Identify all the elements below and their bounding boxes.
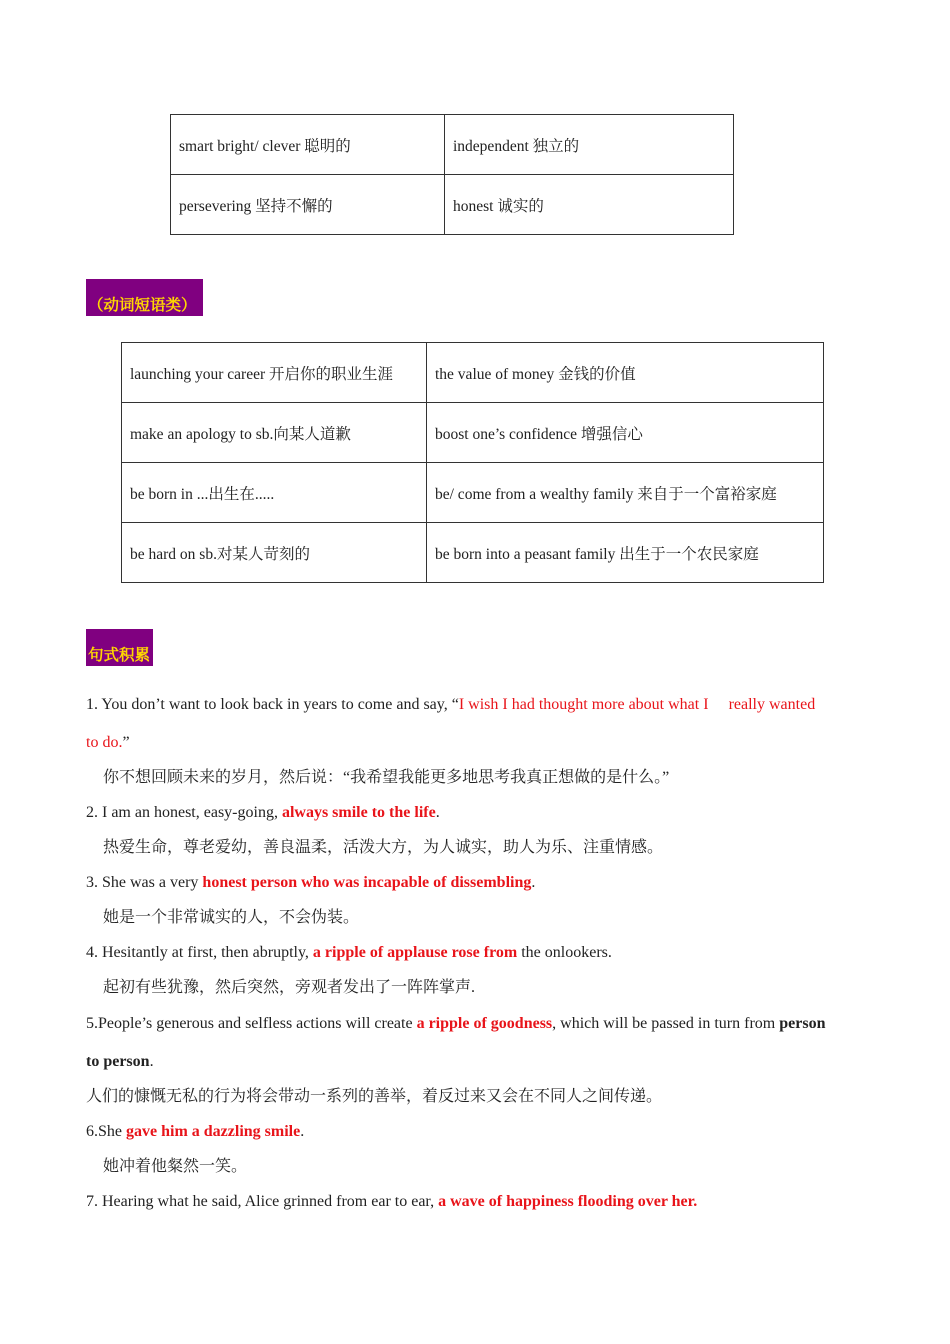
table-row [122, 343, 824, 403]
sentence-5-cont: to person. [86, 1053, 154, 1070]
table-cell: be/ come from a wealthy family 来自于一个富裕家庭 [427, 463, 824, 523]
table-cell: independent 独立的 [445, 115, 734, 175]
table-cell: launching your career 开启你的职业生涯 [122, 343, 427, 403]
sentence-6-translation: 她冲着他粲然一笑。 [103, 1158, 248, 1175]
table-cell: make an apology to sb.向某人道歉 [122, 403, 427, 463]
table-cell: smart bright/ clever 聪明的 [171, 115, 445, 175]
sentence-4: 4. Hesitantly at first, then abruptly, a ripple of applause rose from the onlookers. [86, 944, 612, 961]
sentence-4-translation: 起初有些犹豫，然后突然，旁观者发出了一阵阵掌声. [103, 979, 476, 996]
sentence-3-translation: 她是一个非常诚实的人，不会伪装。 [103, 909, 360, 926]
table-row [122, 403, 824, 463]
sentence-5-translation: 人们的慷慨无私的行为将会带动一系列的善举，着反过来又会在不同人之间传递。 [86, 1088, 663, 1105]
table-cell: boost one’s confidence 增强信心 [427, 403, 824, 463]
table-row [171, 175, 734, 235]
table-cell: be hard on sb.对某人苛刻的 [122, 523, 427, 583]
sentence-6: 6.She gave him a dazzling smile. [86, 1123, 305, 1140]
verb-phrases-table [121, 342, 824, 583]
table-cell: persevering 坚持不懈的 [171, 175, 445, 235]
sentence-2-translation: 热爱生命，尊老爱幼，善良温柔，活泼大方，为人诚实，助人为乐、注重情感。 [103, 839, 664, 856]
table-cell: the value of money 金钱的价值 [427, 343, 824, 403]
table-cell: honest 诚实的 [445, 175, 734, 235]
sentence-7: 7. Hearing what he said, Alice grinned from ear to ear, a wave of happiness flooding over her. [86, 1193, 698, 1210]
table-row [122, 523, 824, 583]
table-row [171, 115, 734, 175]
sentence-1-cont: to do.” [86, 734, 130, 751]
phrases-section-label: （动词短语类） [86, 279, 203, 316]
sentences-section-label: 句式积累 [86, 629, 153, 666]
sentence-2: 2. I am an honest, easy-going, always smile to the life. [86, 804, 440, 821]
adjectives-table [170, 114, 734, 235]
sentence-5: 5.People’s generous and selfless actions will create a ripple of goodness, which will be passed in turn from person [86, 1015, 826, 1032]
sentence-3: 3. She was a very honest person who was incapable of dissembling. [86, 874, 536, 891]
sentence-1-translation: 你不想回顾未来的岁月，然后说：“我希望我能更多地思考我真正想做的是什么。” [103, 769, 670, 786]
sentence-1: 1. You don’t want to look back in years to come and say, “I wish I had thought more about what I really wanted [86, 696, 816, 713]
table-cell: be born in ...出生在..... [122, 463, 427, 523]
table-row [122, 463, 824, 523]
table-cell: be born into a peasant family 出生于一个农民家庭 [427, 523, 824, 583]
